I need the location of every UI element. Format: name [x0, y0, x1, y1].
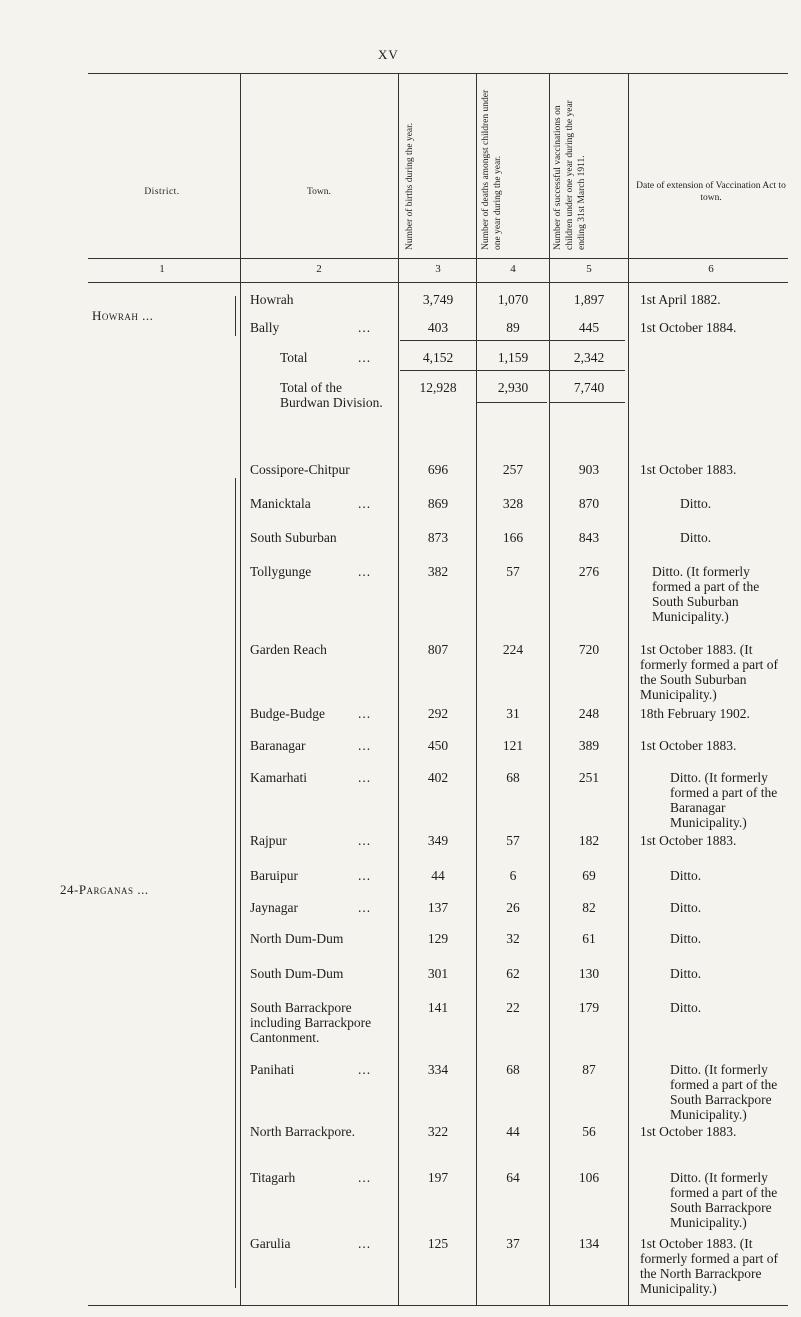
- colnum-5: 5: [586, 263, 592, 275]
- brace-howrah: [235, 296, 236, 336]
- cell-births: 382: [427, 564, 449, 579]
- table-row: South Suburban: [250, 530, 337, 545]
- cell-deaths: 64: [506, 1170, 520, 1185]
- cell-births: 129: [427, 931, 449, 946]
- cell-vaccinations: 389: [578, 738, 600, 753]
- cell-date: 1st April 1882.: [640, 292, 721, 307]
- cell-vaccinations: 134: [578, 1236, 600, 1251]
- cell-deaths: 22: [506, 1000, 520, 1015]
- table-row: South Dum-Dum: [250, 966, 344, 981]
- table-row: Jaynagar ...: [250, 900, 372, 915]
- header-vaccinations: Number of successful vaccinations on children under one year during the year ending 31st March 1911.: [553, 100, 587, 250]
- table-row: North Barrackpore.: [250, 1124, 355, 1139]
- cell-date: Ditto. (It formerly formed a part of the South Barrackpore Municipality.): [670, 1170, 778, 1230]
- cell-vaccinations: 445: [578, 320, 600, 335]
- cell-vaccinations: 276: [578, 564, 600, 579]
- cell-date: Ditto. (It formerly formed a part of the Baranagar Municipality.): [670, 770, 778, 830]
- col-rule-5: [628, 73, 629, 1305]
- cell-deaths: 1,070: [497, 292, 529, 307]
- cell-births: 141: [427, 1000, 449, 1015]
- cell-vaccinations: 7,740: [573, 380, 605, 395]
- district-howrah: Howrah ...: [92, 308, 154, 323]
- col-rule-3: [476, 73, 477, 1305]
- header-district: District.: [144, 187, 180, 197]
- cell-vaccinations: 56: [582, 1124, 596, 1139]
- colnum-2: 2: [316, 263, 322, 275]
- table-row: Titagarh ...: [250, 1170, 372, 1185]
- cell-date: 1st October 1883. (It formerly formed a part of the North Barrackpore Municipality.): [640, 1236, 778, 1296]
- cell-date: 18th February 1902.: [640, 706, 750, 721]
- cell-deaths: 31: [506, 706, 520, 721]
- table-row: Howrah: [250, 292, 294, 307]
- cell-births: 12,928: [419, 380, 457, 395]
- cell-deaths: 32: [506, 931, 520, 946]
- cell-births: 349: [427, 833, 449, 848]
- cell-births: 125: [427, 1236, 449, 1251]
- cell-births: 44: [431, 868, 445, 883]
- table-top-rule: [88, 73, 788, 74]
- cell-vaccinations: 61: [582, 931, 596, 946]
- table-row: Total ...: [280, 350, 372, 365]
- cell-vaccinations: 720: [578, 642, 600, 657]
- cell-date: 1st October 1883.: [640, 1124, 737, 1139]
- table-row: Baruipur ...: [250, 868, 372, 883]
- cell-date: 1st October 1883. (It formerly formed a part of the South Suburban Municipality.): [640, 642, 778, 702]
- cell-vaccinations: 87: [582, 1062, 596, 1077]
- cell-births: 807: [427, 642, 449, 657]
- cell-deaths: 121: [502, 738, 524, 753]
- cell-births: 292: [427, 706, 449, 721]
- cell-deaths: 1,159: [497, 350, 529, 365]
- cell-date: Ditto.: [670, 900, 702, 915]
- colnum-6: 6: [708, 263, 714, 275]
- total-rule: [400, 370, 625, 371]
- brace-24-parganas: [235, 478, 236, 1288]
- cell-vaccinations: 2,342: [573, 350, 605, 365]
- cell-deaths: 328: [502, 496, 524, 511]
- cell-births: 869: [427, 496, 449, 511]
- cell-births: 334: [427, 1062, 449, 1077]
- cell-deaths: 6: [509, 868, 517, 883]
- header-date-extension: Date of extension of Vaccination Act to town.: [636, 181, 786, 203]
- table-row: Total of the Burdwan Division.: [280, 380, 383, 410]
- cell-deaths: 257: [502, 462, 524, 477]
- cell-vaccinations: 251: [578, 770, 600, 785]
- cell-vaccinations: 870: [578, 496, 600, 511]
- cell-births: 402: [427, 770, 449, 785]
- cell-births: 403: [427, 320, 449, 335]
- header-deaths: Number of deaths amongst children under one year during the year.: [481, 89, 503, 250]
- col-rule-1: [240, 73, 241, 1305]
- cell-vaccinations: 179: [578, 1000, 600, 1015]
- cell-vaccinations: 82: [582, 900, 596, 915]
- cell-deaths: 2,930: [497, 380, 529, 395]
- cell-deaths: 57: [506, 564, 520, 579]
- cell-vaccinations: 248: [578, 706, 600, 721]
- table-row: Panihati ...: [250, 1062, 372, 1077]
- cell-date: Ditto.: [680, 496, 712, 511]
- table-row: Manicktala ...: [250, 496, 372, 511]
- table-row: Garulia ...: [250, 1236, 372, 1251]
- cell-births: 301: [427, 966, 449, 981]
- page-number: XV: [378, 47, 399, 62]
- table-bottom-rule: [88, 1305, 788, 1306]
- total-rule: [550, 402, 625, 403]
- cell-date: 1st October 1883.: [640, 462, 737, 477]
- cell-deaths: 62: [506, 966, 520, 981]
- cell-date: Ditto.: [680, 530, 712, 545]
- cell-deaths: 26: [506, 900, 520, 915]
- cell-deaths: 44: [506, 1124, 520, 1139]
- cell-date: 1st October 1883.: [640, 833, 737, 848]
- colnum-bottom-rule: [88, 282, 788, 283]
- header-bottom-rule: [88, 258, 788, 259]
- cell-date: Ditto.: [670, 931, 702, 946]
- cell-date: Ditto.: [670, 966, 702, 981]
- cell-date: Ditto.: [670, 868, 702, 883]
- cell-births: 450: [427, 738, 449, 753]
- col-rule-4: [549, 73, 550, 1305]
- colnum-4: 4: [510, 263, 516, 275]
- cell-births: 197: [427, 1170, 449, 1185]
- header-town: Town.: [307, 187, 331, 197]
- cell-date: Ditto.: [670, 1000, 702, 1015]
- table-row: Bally ...: [250, 320, 372, 335]
- table-row: Baranagar ...: [250, 738, 372, 753]
- cell-deaths: 68: [506, 1062, 520, 1077]
- cell-date: 1st October 1883.: [640, 738, 737, 753]
- cell-deaths: 89: [506, 320, 520, 335]
- col-rule-2: [398, 73, 399, 1305]
- cell-date: Ditto. (It formerly formed a part of the South Barrackpore Municipality.): [670, 1062, 778, 1122]
- cell-deaths: 68: [506, 770, 520, 785]
- table-row: Garden Reach: [250, 642, 327, 657]
- cell-births: 696: [427, 462, 449, 477]
- table-row: Rajpur ...: [250, 833, 372, 848]
- cell-deaths: 57: [506, 833, 520, 848]
- total-rule: [477, 402, 547, 403]
- total-rule: [400, 340, 625, 341]
- table-row: South Barrackpore including Barrackpore Cantonment.: [250, 1000, 372, 1045]
- cell-births: 3,749: [422, 292, 454, 307]
- district-24-parganas: 24-Parganas ...: [60, 882, 149, 897]
- cell-vaccinations: 182: [578, 833, 600, 848]
- cell-vaccinations: 130: [578, 966, 600, 981]
- header-births: Number of births during the year.: [405, 122, 415, 250]
- colnum-1: 1: [159, 263, 165, 275]
- cell-deaths: 224: [502, 642, 524, 657]
- cell-deaths: 37: [506, 1236, 520, 1251]
- cell-births: 4,152: [422, 350, 454, 365]
- cell-date: 1st October 1884.: [640, 320, 737, 335]
- colnum-3: 3: [435, 263, 441, 275]
- cell-vaccinations: 106: [578, 1170, 600, 1185]
- table-row: Tollygunge ...: [250, 564, 372, 579]
- cell-vaccinations: 1,897: [573, 292, 605, 307]
- table-row: Cossipore-Chitpur: [250, 462, 350, 477]
- cell-date: Ditto. (It formerly formed a part of the South Suburban Municipality.): [652, 564, 760, 624]
- cell-vaccinations: 843: [578, 530, 600, 545]
- table-row: North Dum-Dum: [250, 931, 344, 946]
- cell-births: 322: [427, 1124, 449, 1139]
- cell-deaths: 166: [502, 530, 524, 545]
- cell-vaccinations: 69: [582, 868, 596, 883]
- table-row: Kamarhati ...: [250, 770, 372, 785]
- cell-vaccinations: 903: [578, 462, 600, 477]
- cell-births: 873: [427, 530, 449, 545]
- table-row: Budge-Budge ...: [250, 706, 372, 721]
- cell-births: 137: [427, 900, 449, 915]
